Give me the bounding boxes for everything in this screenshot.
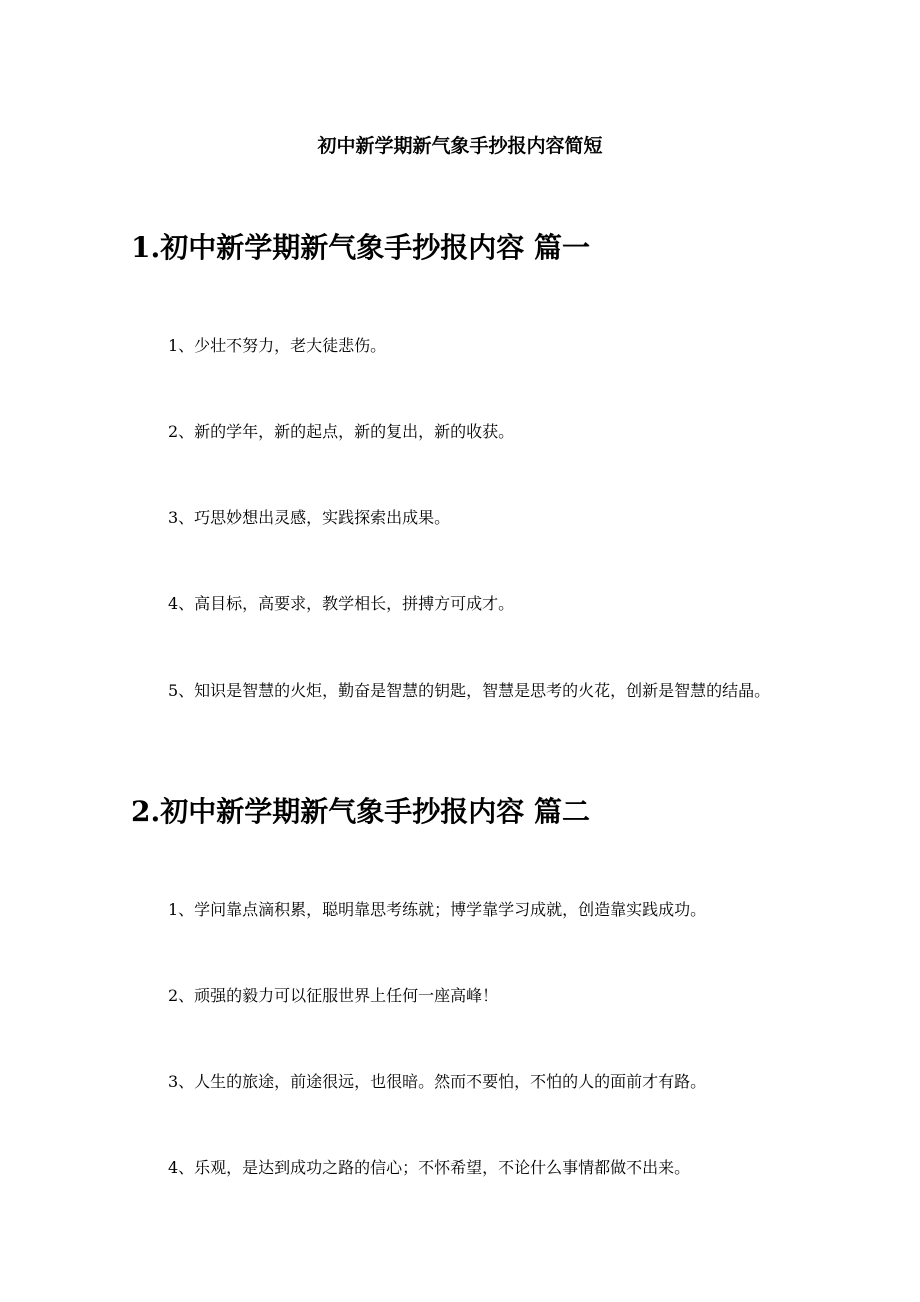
list-item: 1、学问靠点滴积累，聪明靠思考练就；博学靠学习成就，创造靠实践成功。: [168, 900, 707, 919]
list-item: 3、人生的旅途，前途很远，也很暗。然而不要怕，不怕的人的面前才有路。: [168, 1072, 707, 1091]
list-item: 4、乐观，是达到成功之路的信心；不怀希望，不论什么事情都做不出来。: [168, 1158, 691, 1177]
document-title: 初中新学期新气象手抄报内容简短: [317, 135, 603, 157]
section-heading-2: 2.初中新学期新气象手抄报内容 篇二: [131, 795, 590, 828]
list-item: 4、高目标，高要求，教学相长，拼搏方可成才。: [168, 594, 515, 613]
list-item: 1、少壮不努力，老大徒悲伤。: [168, 336, 387, 355]
section-heading-1: 1.初中新学期新气象手抄报内容 篇一: [131, 231, 590, 264]
list-item: 2、新的学年，新的起点，新的复出，新的收获。: [168, 422, 515, 441]
list-item: 2、顽强的毅力可以征服世界上任何一座高峰！: [168, 986, 499, 1005]
list-item: 5、知识是智慧的火炬，勤奋是智慧的钥匙，智慧是思考的火花，创新是智慧的结晶。: [168, 681, 771, 700]
list-item: 3、巧思妙想出灵感，实践探索出成果。: [168, 508, 451, 527]
